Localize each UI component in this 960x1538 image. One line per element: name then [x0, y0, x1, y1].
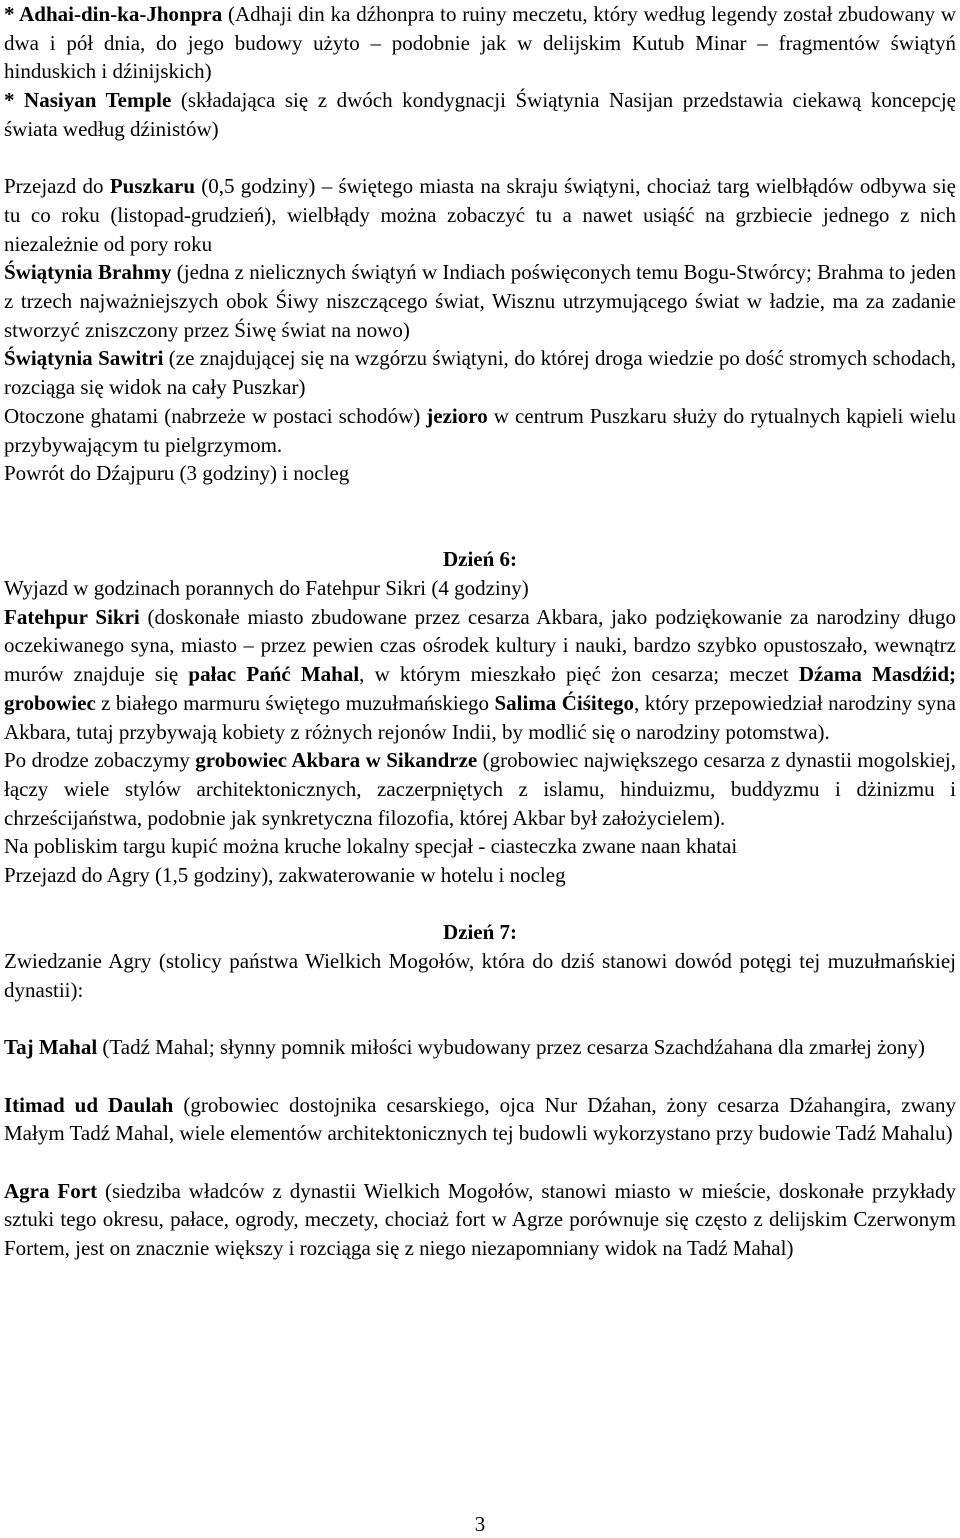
paragraph-text: Zwiedzanie Agry (stolicy państwa Wielkich Mogołów, która do dziś stanowi dowód potęgi tej muzułmańskiej dynastii):	[4, 949, 956, 1002]
bold-term: Puszkaru	[109, 174, 196, 199]
paragraph-return-jaipur	[4, 459, 956, 488]
paragraph-sawitri-temple	[4, 344, 956, 401]
paragraph-text: (0,5 godziny) – świętego miasta na skraju świątyni, chociaż targ wielbłądów odbywa się tu co roku (listopad-grudzień), wielbłądy można zobaczyć tu a nawet usiąść na grzbiecie jednego z nich niezależnie od pory roku	[4, 174, 957, 256]
paragraph-text: (składająca się z dwóch kondygnacji Świątynia Nasijan przedstawia ciekawą koncepcję świata według dźinistów)	[4, 88, 956, 141]
blank-line	[4, 1148, 956, 1177]
paragraph-text: (grobowiec dostojnika cesarskiego, ojca Nur Dźahan, żony cesarza Dźahangira, zwany Małym Tadź Mahal, wiele elementów architektonicznych tej budowli wykorzystano przy budowie Tadź Mahalu)	[4, 1092, 956, 1146]
paragraph-text: Wyjazd w godzinach porannych do Fatehpur Sikri (4 godziny)	[4, 576, 529, 601]
paragraph-akbar-tomb	[4, 746, 956, 832]
paragraph-nasiyan-temple	[4, 86, 956, 143]
blank-line	[4, 1062, 956, 1091]
page-number: 3	[474, 1512, 486, 1536]
paragraph-brahma-temple	[4, 258, 956, 344]
bold-term: * Adhai-din-ka-Jhonpra	[4, 2, 223, 26]
paragraph-text: , w którym mieszkało pięć żon cesarza; meczet	[359, 662, 799, 687]
document-page	[4, 0, 956, 1263]
paragraph-text: Na pobliskim targu kupić można kruche lokalny specjał - ciasteczka zwane naan khatai	[4, 834, 738, 859]
paragraph-itimad-ud-daulah	[4, 1091, 956, 1148]
paragraph-text: w centrum Puszkaru służy do rytualnych kąpieli wielu przybywającym tu pielgrzymom.	[4, 403, 956, 457]
bold-term: * Nasiyan Temple	[4, 88, 172, 113]
bold-term: grobowiec Akbara w Sikandrze	[195, 748, 478, 773]
paragraph-adhai-din-ka-jhonpra	[4, 0, 956, 86]
paragraph-local-market	[4, 832, 956, 861]
paragraph-taj-mahal	[4, 1033, 956, 1062]
bold-term: Fatehpur Sikri	[4, 604, 140, 629]
day-7-heading: Dzień 7:	[442, 920, 518, 945]
paragraph-transfer-agra	[4, 861, 956, 890]
paragraph-agra-sightseeing	[4, 947, 956, 1004]
blank-line	[4, 488, 956, 517]
blank-line	[4, 890, 956, 919]
bold-term: jezioro	[426, 403, 488, 428]
blank-line	[4, 144, 956, 173]
paragraph-text: (Adhaji din ka dźhonpra to ruiny meczetu, który według legendy został zbudowany w dwa i pół dnia, do jego budowy użyto – podobnie jak w delijskim Kutub Minar – fragmentów świątyń hinduskich i dźinijskich)	[4, 2, 956, 84]
paragraph-text: (grobowiec największego cesarza z dynastii mogolskiej, łączy wiele stylów architektonicznych, zaczerpniętych z islamu, hinduizmu, buddyzmu i dżinizmu i chrześcijaństwa, podobnie jak synkretyczna filozofia, której Akbar był założycielem).	[4, 748, 956, 830]
paragraph-text: Otoczone ghatami (nabrzeże w postaci schodów)	[4, 403, 427, 428]
paragraph-text: (siedziba władców z dynastii Wielkich Mogołów, stanowi miasto w mieście, doskonałe przykłady sztuki tego okresu, pałace, ogrody, meczety, chociaż fort w Agrze porównuje się często z delijskim Czerwonym Fortem, jest on znacznie większy i rozciąga się z niego niezapomniany widok na Tadź Mahal)	[4, 1178, 956, 1261]
paragraph-text: , który przepowiedział narodziny syna Akbara, tutaj przybywają kobiety z różnych rejonów Indii, by modlić się o narodziny potomstwa).	[4, 690, 956, 744]
paragraph-text: (Tadź Mahal; słynny pomnik miłości wybudowany przez cesarza Szachdźahana dla zmarłej żony)	[97, 1035, 925, 1060]
paragraph-puszkar	[4, 172, 956, 258]
bold-term: Salima Ćiśitego	[494, 690, 635, 715]
blank-line	[4, 1005, 956, 1034]
blank-line	[4, 517, 956, 546]
bold-term: Świątynia Brahmy	[4, 260, 172, 285]
paragraph-text: (doskonałe miasto zbudowane przez cesarza Akbara, jako podziękowanie za narodziny długo oczekiwanego syna, miasto – przez pewien czas ośrodek kultury i nauki, bardzo szybko opustoszało, wewnątrz murów znajduje się	[4, 604, 957, 687]
paragraph-text: (jedna z nielicznych świątyń w Indiach poświęconych temu Bogu-Stwórcy; Brahma to jeden z trzech najważniejszych obok Śiwy niszczącego świat, Wisznu utrzymującego świat w ładzie, ma za zadanie stworzyć zniszczony przez Śiwę świat na nowo)	[4, 260, 956, 342]
paragraph-text: z białego marmuru świętego muzułmańskiego	[95, 690, 495, 715]
bold-term: Świątynia Sawitri	[4, 346, 164, 371]
paragraph-fatehpur-sikri	[4, 603, 956, 747]
paragraph-departure-fatehpur	[4, 574, 956, 603]
paragraph-text: Po drodze zobaczymy	[4, 748, 196, 773]
bold-term: pałac Pańć Mahal	[188, 662, 360, 687]
paragraph-text: Przejazd do Agry (1,5 godziny), zakwaterowanie w hotelu i nocleg	[4, 863, 566, 888]
paragraph-text: Przejazd do	[4, 174, 110, 199]
paragraph-lake	[4, 402, 956, 459]
bold-term: Dźama Masdźid; grobowiec	[4, 662, 956, 715]
bold-term: Agra Fort	[4, 1178, 98, 1203]
bold-term: Taj Mahal	[4, 1035, 98, 1060]
paragraph-text: (ze znajdującej się na wzgórzu świątyni, do której droga wiedzie po dość stromych schodach, rozciąga się widok na cały Puszkar)	[4, 346, 957, 400]
paragraph-agra-fort	[4, 1177, 956, 1263]
bold-term: Itimad ud Daulah	[4, 1092, 174, 1117]
paragraph-text: Powrót do Dźajpuru (3 godziny) i nocleg	[4, 461, 350, 486]
day-6-heading: Dzień 6:	[442, 547, 518, 572]
